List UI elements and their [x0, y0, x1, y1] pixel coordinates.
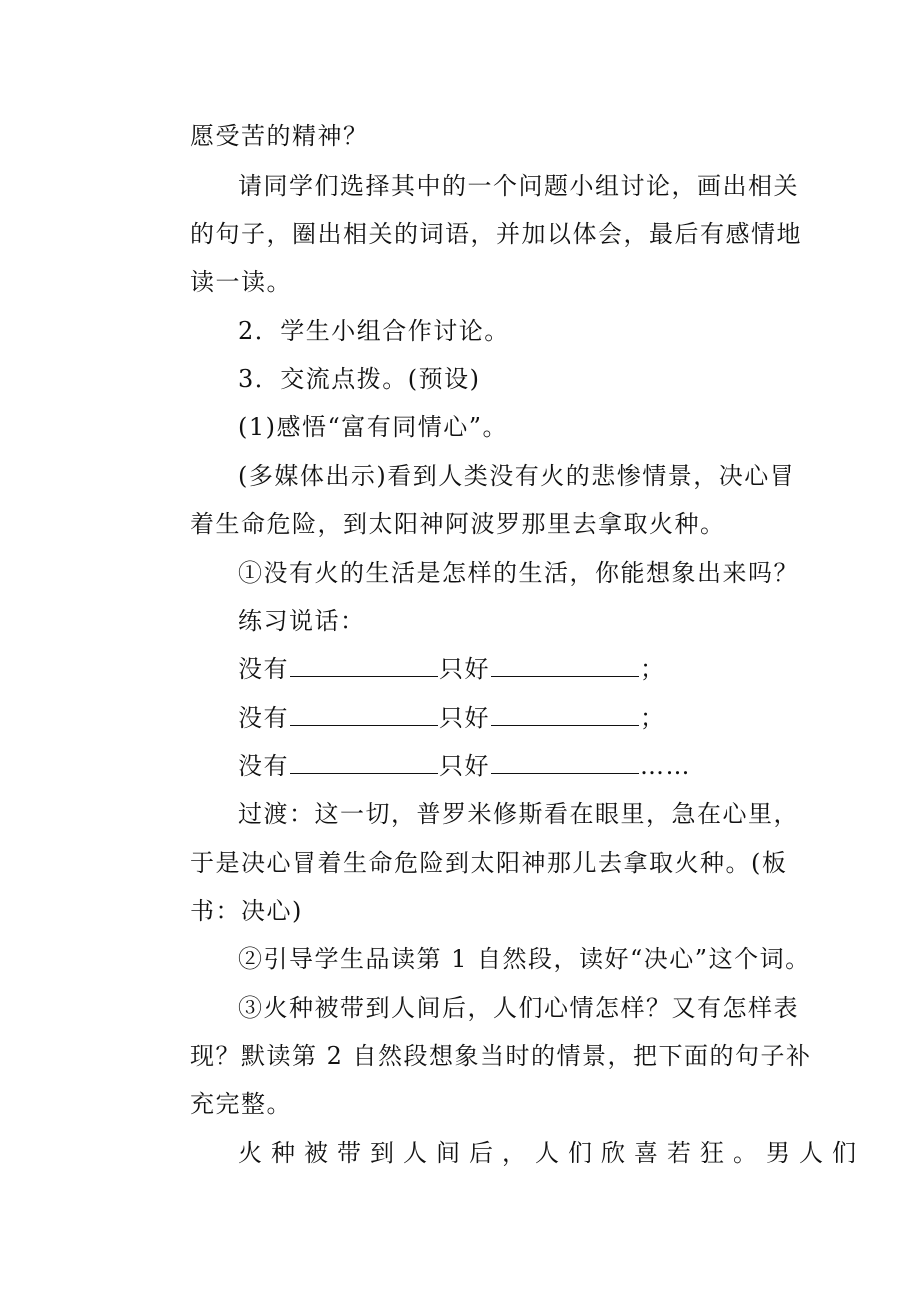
fill-prefix: 没有	[238, 655, 289, 683]
fill-blank[interactable]	[491, 751, 639, 774]
text-line: ①没有火的生活是怎样的生活，你能想象出来吗？	[238, 559, 799, 587]
fill-middle: 只好	[439, 752, 490, 780]
text-line: 着生命危险，到太阳神阿波罗那里去拿取火种。	[190, 510, 726, 538]
fill-prefix: 没有	[238, 704, 289, 732]
text-line: ②引导学生品读第 1 自然段，读好“决心”这个词。	[238, 945, 811, 973]
text-line: 请同学们选择其中的一个问题小组讨论，画出相关	[238, 172, 799, 200]
fill-blank[interactable]	[290, 654, 438, 677]
fill-blank[interactable]	[290, 703, 438, 726]
fill-blank[interactable]	[491, 654, 639, 677]
fill-in-line	[238, 750, 838, 782]
text-line: 现？默读第 2 自然段想象当时的情景，把下面的句子补	[190, 1042, 812, 1070]
text-line: 愿受苦的精神？	[190, 122, 369, 150]
text-line: (1)感悟“富有同情心”。	[238, 413, 509, 441]
fill-middle: 只好	[439, 704, 490, 732]
text-line: (多媒体出示)看到人类没有火的悲惨情景，决心冒	[238, 462, 796, 490]
text-line: 火种被带到人间后，人们欣喜若狂。男人们	[238, 1139, 865, 1167]
text-line: 2．学生小组合作讨论。	[238, 317, 510, 345]
text-line: 练习说话：	[238, 607, 366, 635]
fill-end: ；	[640, 655, 666, 683]
text-line: 书：决心)	[190, 897, 303, 925]
text-line: 读一读。	[190, 268, 292, 296]
text-line: 的句子，圈出相关的词语，并加以体会，最后有感情地	[190, 220, 802, 248]
text-line: 3．交流点拨。(预设)	[238, 365, 481, 393]
text-line: 充完整。	[190, 1090, 292, 1118]
fill-blank[interactable]	[491, 703, 639, 726]
fill-end: ；	[640, 704, 666, 732]
text-line: ③火种被带到人间后，人们心情怎样？又有怎样表	[238, 994, 799, 1022]
text-line: 过渡：这一切，普罗米修斯看在眼里，急在心里，	[238, 800, 799, 828]
fill-middle: 只好	[439, 655, 490, 683]
fill-in-line	[238, 702, 838, 734]
fill-prefix: 没有	[238, 752, 289, 780]
fill-end: ……	[640, 752, 691, 780]
text-line: 于是决心冒着生命危险到太阳神那儿去拿取火种。(板	[190, 849, 788, 877]
fill-in-line	[238, 653, 838, 685]
fill-blank[interactable]	[290, 751, 438, 774]
